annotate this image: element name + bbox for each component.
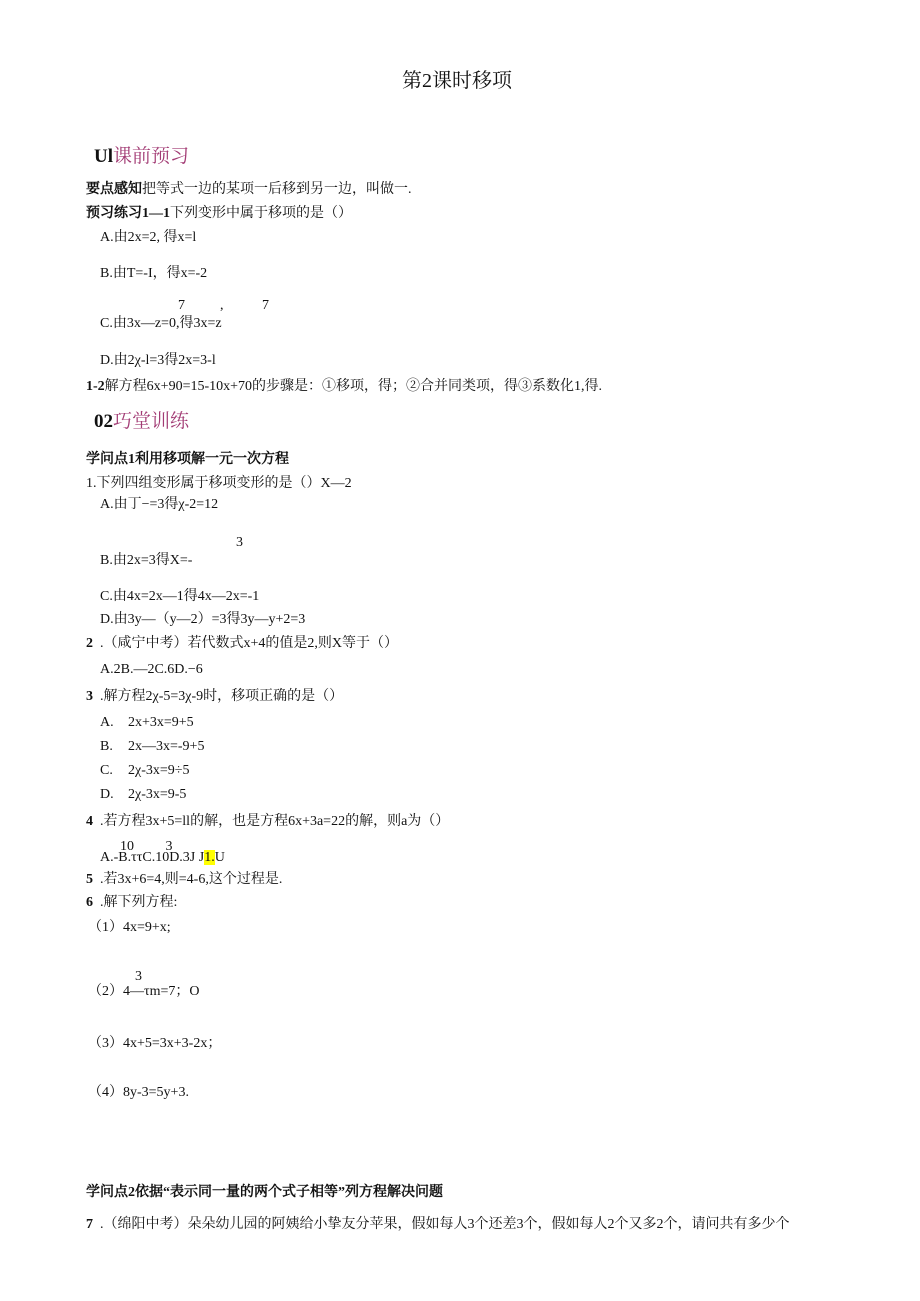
knowledge-point-2: 学问点2依据“表示同一量的两个式子相等”列方程解决问题: [86, 1185, 443, 1200]
page-title: 第2课时移项: [402, 70, 512, 92]
question-number: 3: [86, 689, 93, 704]
section-label: 巧堂训练: [113, 411, 190, 432]
section-number: 02: [94, 411, 113, 432]
preview-option-d: D.由2χ-l=3得2x=3-l: [100, 353, 216, 368]
options-text: A.-B.ττC.10D.3J J: [100, 850, 205, 865]
section-label: 课前预习: [113, 146, 190, 167]
question-text: .解下列方程:: [100, 895, 178, 910]
question-2-stem: [86, 637, 398, 651]
question-number: 2: [86, 636, 93, 651]
question-number: 5: [86, 872, 93, 887]
preview-exercise: [86, 207, 352, 221]
question-number: 7: [86, 1217, 93, 1232]
section-header-training: [94, 412, 189, 431]
question-3-option-b: [100, 740, 204, 754]
option-letter: A.: [100, 715, 114, 730]
preview-option-b: B.由T=-I，得x=-2: [100, 266, 208, 281]
question-number: 6: [86, 895, 93, 910]
question-3-option-a: [100, 716, 194, 730]
question-1-option-b: B.由2x=3得X=-: [100, 553, 193, 568]
question-text: 解方程6x+90=15-10x+70的步骤是：①移项，得；②合并同类项，得③系数化1,得.: [104, 379, 603, 394]
question-text: .（咸宁中考）若代数式x+4的值是2,则X等于（）: [100, 636, 399, 651]
question-6-part-4: （4）8y-3=5y+3.: [88, 1085, 189, 1100]
preview-question-1-2: [86, 380, 602, 394]
question-1-option-b-superscript: 3: [236, 535, 243, 550]
section-number: Ul: [94, 146, 113, 167]
question-number: 1-2: [86, 379, 105, 394]
question-5-stem: [86, 873, 282, 887]
question-2-options: A.2B.—2C.6D.−6: [100, 662, 203, 677]
option-letter: B.: [100, 739, 113, 754]
knowledge-point-1: 学问点1利用移项解一元一次方程: [86, 452, 289, 467]
question-text: .若方程3x+5=ll的解，也是方程6x+3a=22的解，则a为（）: [100, 814, 450, 829]
question-text: .若3x+6=4,则=4-6,这个过程是.: [100, 872, 283, 887]
question-6-stem: [86, 896, 177, 910]
question-1-option-c: C.由4x=2x—1得4x—2x=-1: [100, 589, 260, 604]
question-number: 4: [86, 814, 93, 829]
preview-label: 预习练习1—1: [86, 206, 170, 221]
question-1-option-a: A.由丁−=3得χ-2=12: [100, 497, 219, 512]
question-3-stem: [86, 690, 343, 704]
highlighted-text: 1.: [204, 850, 215, 865]
question-4-superscript: 10 3: [120, 839, 173, 854]
question-4-stem: [86, 815, 449, 829]
question-3-option-d: [100, 788, 186, 802]
section-header-preview: [94, 147, 189, 166]
preview-question: 下列变形中属于移项的是（）: [170, 206, 352, 221]
option-value: 2x+3x=9+5: [128, 715, 194, 730]
question-text: .解方程2χ-5=3χ-9时，移项正确的是（）: [100, 689, 344, 704]
question-1-option-d: D.由3y—（y—2）=3得3y—y+2=3: [100, 612, 306, 627]
question-1-stem: 1.下列四组变形属于移项变形的是（）X—2: [86, 476, 352, 491]
keypoint-text: 把等式一边的某项一后移到另一边，叫做一.: [142, 182, 412, 197]
question-6-part-1: （1）4x=9+x;: [88, 920, 171, 935]
question-7-stem: [86, 1218, 790, 1232]
option-letter: D.: [100, 787, 114, 802]
options-text-end: U: [214, 850, 225, 865]
option-value: 2χ-3x=9-5: [128, 787, 187, 802]
question-6-part-3: （3）4x+5=3x+3-2x；: [88, 1036, 222, 1051]
question-4-options: [100, 851, 225, 865]
keypoint-label: 要点感知: [86, 182, 142, 197]
question-6-part-2-superscript: 3: [135, 969, 142, 984]
preview-option-c-superscript: 7 , 7: [178, 298, 269, 313]
option-value: 2χ-3x=9÷5: [128, 763, 190, 778]
question-6-part-2: （2）4—τm=7；O: [88, 984, 200, 999]
preview-option-a: A.由2x=2, 得x=l: [100, 230, 197, 245]
question-3-option-c: [100, 764, 189, 778]
option-value: 2x—3x=-9+5: [128, 739, 205, 754]
preview-option-c: C.由3x—z=0,得3x=z: [100, 316, 222, 331]
question-text: .（绵阳中考）朵朵幼儿园的阿姨给小挚友分苹果，假如每人3个还差3个，假如每人2个又多2个，请问共有多少个: [100, 1217, 790, 1232]
keypoint-line: [86, 183, 412, 197]
option-letter: C.: [100, 763, 113, 778]
